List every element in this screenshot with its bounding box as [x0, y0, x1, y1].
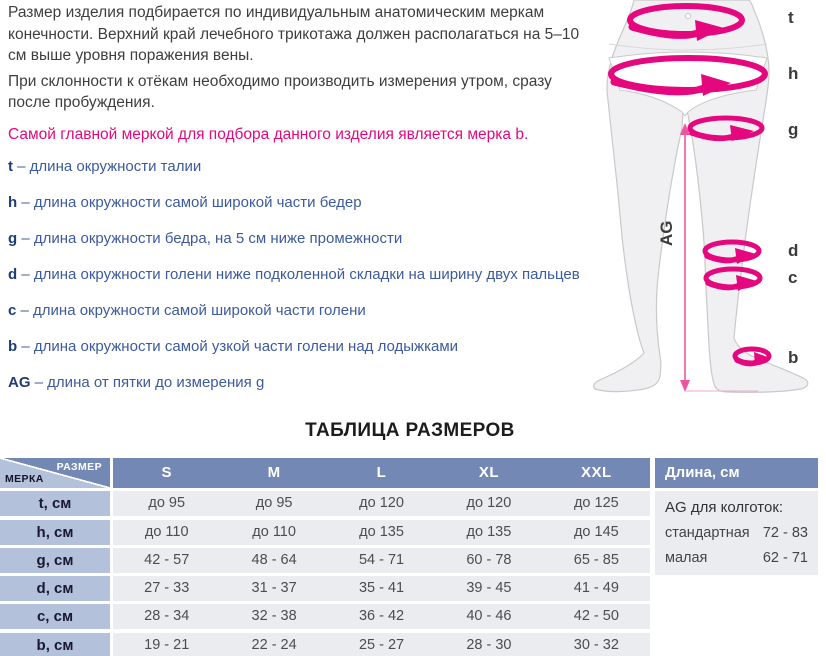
measure-def-b: [8, 338, 592, 356]
intro-paragraph-2: При склонности к отёкам необходимо производить измерения утром, сразу после пробуждения.: [8, 72, 552, 111]
cell: 31 - 37: [251, 580, 297, 597]
row-label: c, см: [0, 604, 110, 629]
figure-label-d: d: [788, 241, 799, 260]
corner-label-size: РАЗМЕР: [56, 461, 102, 473]
measure-desc: – длина окружности голени ниже подколенной складки на ширину двух пальцев: [21, 266, 580, 283]
column-header-xl: XL: [478, 464, 499, 481]
intro-paragraph-1: Размер изделия подбирается по индивидуальным анатомическим меркам конечности. Верхний край лечебного трикотажа должен располагаться на 5–10 см выше уровня поражения вены.: [8, 4, 580, 64]
measure-desc: – длина окружности талии: [17, 158, 202, 175]
measure-desc: – длина окружности самой широкой части голени: [20, 302, 366, 319]
measure-letter: AG: [8, 374, 31, 391]
measure-def-h: [8, 194, 592, 212]
row-label: g, см: [0, 548, 110, 573]
measure-desc: – длина от пятки до измерения g: [34, 374, 265, 391]
table-row: [0, 576, 650, 601]
column-header-l: L: [376, 464, 387, 481]
length-option-range: 72 - 83: [762, 525, 808, 542]
measure-desc: – длина окружности самой узкой части голени над лодыжками: [21, 338, 459, 355]
column-header-s: S: [161, 464, 172, 481]
figure-label-t: t: [788, 8, 794, 27]
measure-letter: t: [8, 158, 13, 175]
cell: до 95: [148, 495, 186, 512]
row-values: [113, 633, 650, 656]
cell: 42 - 50: [573, 608, 619, 625]
cell: 28 - 30: [466, 636, 512, 653]
cell: 32 - 38: [251, 608, 297, 625]
length-option-name: малая: [665, 550, 708, 567]
length-panel: [655, 458, 818, 575]
table-row: [0, 491, 650, 516]
cell: 25 - 27: [358, 636, 405, 653]
measure-def-t: [8, 158, 592, 176]
cell: до 110: [144, 523, 189, 540]
row-values: [113, 604, 650, 629]
cell: до 135: [359, 523, 404, 540]
row-label: t, см: [0, 491, 110, 516]
cell: до 95: [255, 495, 293, 512]
size-columns: [113, 458, 650, 488]
figure-label-c: c: [788, 268, 798, 287]
measure-def-c: [8, 302, 592, 320]
figure-label-b: b: [788, 348, 799, 367]
cell: 22 - 24: [251, 636, 297, 653]
cell: до 120: [466, 495, 512, 512]
row-values: [113, 576, 650, 601]
cell: 35 - 41: [358, 580, 405, 597]
size-table-title: ТАБЛИЦА РАЗМЕРОВ: [305, 420, 515, 441]
row-label: b, см: [0, 633, 110, 656]
column-header-xxl: XXL: [580, 464, 612, 481]
cell: 36 - 42: [358, 608, 405, 625]
cell: до 145: [573, 523, 619, 540]
length-option-name: стандартная: [665, 525, 750, 542]
intro-text-block: [8, 2, 592, 410]
size-table-header: [0, 458, 650, 488]
ag-figure-label: AG: [657, 220, 676, 246]
row-values: [113, 520, 650, 545]
cell: 54 - 71: [358, 551, 405, 568]
cell: 65 - 85: [573, 551, 619, 568]
measure-desc: – длина окружности бедра, на 5 см ниже промежности: [21, 230, 403, 247]
row-values: [113, 491, 650, 516]
length-option-range: 62 - 71: [762, 550, 808, 567]
cell: 19 - 21: [144, 636, 190, 653]
measure-def-ag: [8, 374, 592, 392]
row-label: h, см: [0, 520, 110, 545]
legs-illustration: [558, 0, 826, 420]
cell: 42 - 57: [144, 551, 190, 568]
figure-label-g: g: [788, 120, 799, 139]
cell: 41 - 49: [573, 580, 619, 597]
measure-letter: d: [8, 266, 18, 283]
corner-label-measure: МЕРКА: [5, 473, 44, 485]
cell: 60 - 78: [466, 551, 512, 568]
key-measure-note: Самой главной меркой для подбора данного изделия является мерка b.: [8, 125, 529, 143]
table-row: [0, 604, 650, 629]
length-option-standard: [665, 525, 808, 541]
row-values: [113, 548, 650, 573]
measure-def-d: [8, 266, 592, 284]
column-header-m: M: [267, 464, 281, 481]
cell: 48 - 64: [251, 551, 297, 568]
table-row: [0, 548, 650, 573]
table-row: [0, 633, 650, 656]
cell: до 120: [359, 495, 404, 512]
cell: до 110: [252, 523, 296, 540]
row-label: d, см: [0, 576, 110, 601]
cell: 39 - 45: [466, 580, 512, 597]
cell: 28 - 34: [144, 608, 190, 625]
cell: 40 - 46: [466, 608, 512, 625]
navel-dot: [686, 14, 691, 19]
size-table: [0, 458, 650, 656]
ag-arrow-down: [680, 380, 690, 392]
length-panel-body: [655, 491, 818, 575]
table-row: [0, 520, 650, 545]
legs-measurement-figure: [558, 0, 826, 420]
cell: 27 - 33: [144, 580, 190, 597]
measure-letter: g: [8, 230, 18, 247]
cell: до 125: [573, 495, 619, 512]
measure-letter: h: [8, 194, 18, 211]
length-panel-header: Длина, см: [655, 458, 818, 488]
measure-letter: b: [8, 338, 18, 355]
measure-desc: – длина окружности самой широкой части бедер: [21, 194, 362, 211]
measure-def-g: [8, 230, 592, 248]
figure-label-h: h: [788, 64, 799, 83]
measure-letter: c: [8, 302, 17, 319]
table-corner-cell: [0, 458, 110, 488]
cell: 30 - 32: [573, 636, 619, 653]
length-option-small: [665, 550, 808, 566]
ag-tights-subtitle: AG для колготок:: [665, 499, 784, 517]
cell: до 135: [466, 523, 512, 540]
